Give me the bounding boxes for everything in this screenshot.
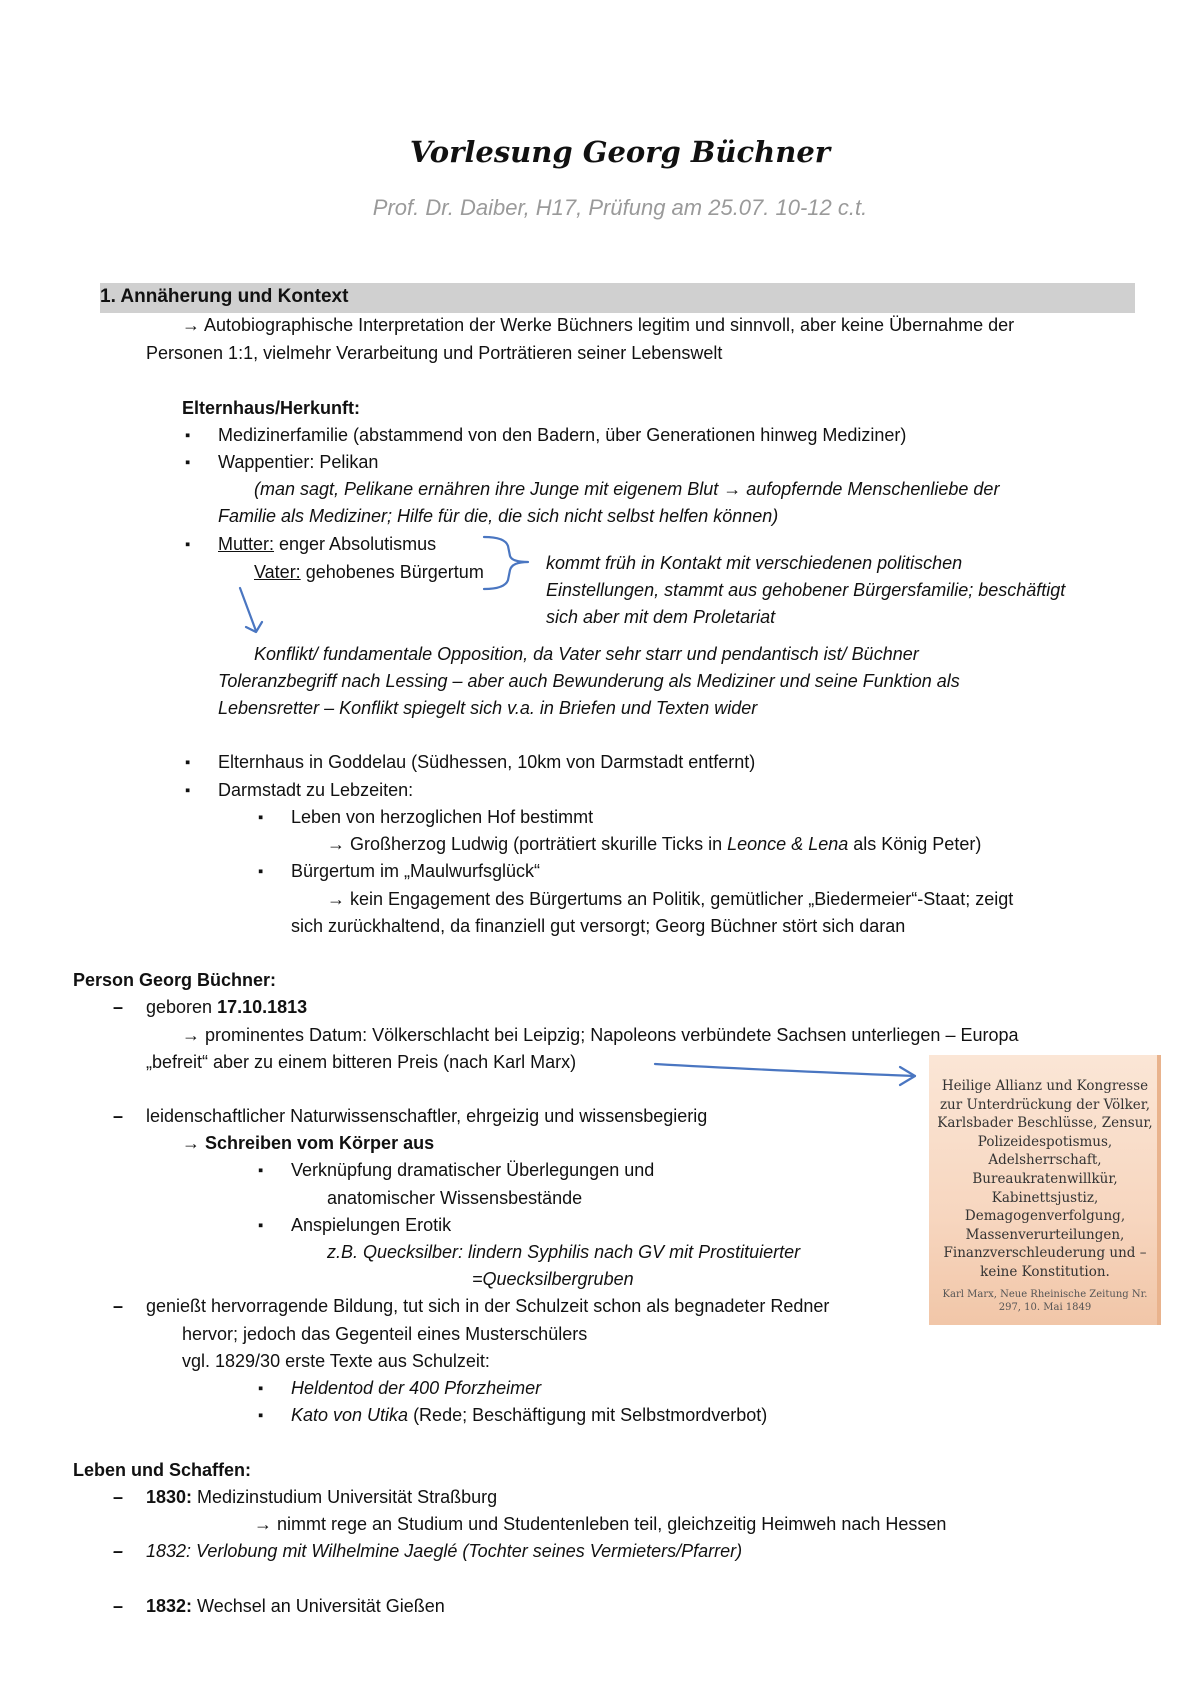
note-text: → Großherzog Ludwig (porträtiert skurille Ticks in: [327, 834, 728, 854]
birth-date: 17.10.1813: [217, 997, 308, 1017]
list-item: – genießt hervorragende Bildung, tut sich in der Schulzeit schon als begnadeter Redner: [146, 1296, 829, 1318]
note-line: „befreit“ aber zu einem bitteren Preis (nach Karl Marx): [146, 1052, 577, 1072]
subheading-person: Person Georg Büchner:: [73, 970, 277, 990]
note-line: → nimmt rege an Studium und Studentenleben teil, gleichzeitig Heimweh nach Hessen: [254, 1514, 947, 1534]
quote-source: Karl Marx, Neue Rheinische Zeitung Nr. 297, 10. Mai 1849: [942, 1289, 1148, 1313]
down-arrow: [240, 588, 256, 631]
curly-brace: [484, 537, 528, 589]
list-item: ▪ Medizinerfamilie (abstammend von den Badern, über Generationen hinweg Mediziner): [218, 425, 906, 447]
list-item: ▪ Leben von herzoglichen Hof bestimmt: [291, 807, 593, 829]
note-line: vgl. 1829/30 erste Texte aus Schulzeit:: [182, 1351, 490, 1371]
arrow-text: →: [182, 1133, 206, 1153]
section-heading: 1. Annäherung und Kontext: [100, 286, 349, 307]
list-item: ▪ Bürgertum im „Maulwurfsglück“: [291, 861, 540, 883]
note-line: → kein Engagement des Bürgertums an Politik, gemütlicher „Biedermeier“-Staat; zeigt: [327, 889, 1014, 909]
mutter-label: Mutter:: [218, 534, 275, 554]
note-line: =Quecksilbergruben: [472, 1269, 634, 1289]
year: 1830:: [146, 1487, 193, 1507]
list-item: ▪ Anspielungen Erotik: [291, 1215, 451, 1237]
konflikt-line: Toleranzbegriff nach Lessing – aber auch Bewunderung als Mediziner und seine Funktion als: [218, 671, 960, 691]
vater-label: Vater:: [254, 562, 301, 582]
list-item: ▪ Elternhaus in Goddelau (Südhessen, 10km von Darmstadt entfernt): [218, 752, 755, 774]
note-line: hervor; jedoch das Gegenteil eines Musterschülers: [182, 1324, 588, 1344]
side-note: kommt früh in Kontakt mit verschiedenen politischen: [546, 553, 963, 573]
note-line: Familie als Mediziner; Hilfe für die, die sich nicht selbst helfen können): [218, 506, 779, 526]
note-line: z.B. Quecksilber: lindern Syphilis nach GV mit Prostituierter: [327, 1242, 801, 1262]
note-line: (man sagt, Pelikane ernähren ihre Junge mit eigenem Blut → aufopfernde Menschenliebe der: [254, 479, 1000, 499]
work-title: Kato von Utika: [291, 1405, 409, 1425]
list-item: ▪ Heldentod der 400 Pforzheimer: [291, 1378, 541, 1400]
note-text: als König Peter): [848, 834, 982, 854]
list-item: – leidenschaftlicher Naturwissenschaftler, ehrgeizig und wissensbegierig: [146, 1106, 707, 1128]
quote-text: Heilige Allianz und Kongresse zur Unterdrückung der Völker, Karlsbader Beschlüsse, Zensur, Polizeidespotismus, Adelsherrschaft, Bureaukratenwillkür, Kabinettsjustiz, Demagogenverfolgung, Massenverurteilungen, Finanzverschleuderung und – keine Konstitution.: [937, 1078, 1153, 1280]
side-note: Einstellungen, stammt aus gehobener Bürgersfamilie; beschäftigt: [546, 580, 1066, 600]
page-subtitle: Prof. Dr. Daiber, H17, Prüfung am 25.07. 10-12 c.t.: [372, 195, 868, 220]
work-title: Leonce & Lena: [727, 834, 849, 854]
list-item: – 1832: Verlobung mit Wilhelmine Jaeglé (Tochter seines Vermieters/Pfarrer): [146, 1541, 742, 1563]
item-text: (Rede; Beschäftigung mit Selbstmordverbot): [408, 1405, 768, 1425]
konflikt-line: Konflikt/ fundamentale Opposition, da Vater sehr starr und pendantisch ist/ Büchner: [254, 644, 919, 664]
list-item: ▪ Darmstadt zu Lebzeiten:: [218, 780, 413, 802]
item-text: Wechsel an Universität Gießen: [192, 1596, 445, 1616]
note-line: → prominentes Datum: Völkerschlacht bei Leipzig; Napoleons verbündete Sachsen unterliegen – Europa: [182, 1025, 1019, 1045]
note-line: sich zurückhaltend, da finanziell gut versorgt; Georg Büchner stört sich daran: [291, 916, 906, 936]
item-text: Medizinstudium Universität Straßburg: [192, 1487, 498, 1507]
page-title: Vorlesung Georg Büchner: [409, 135, 831, 169]
subheading-elternhaus: Elternhaus/Herkunft:: [182, 398, 361, 418]
intro-line: Personen 1:1, vielmehr Verarbeitung und Porträtieren seiner Lebenswelt: [146, 343, 723, 363]
item-text: geboren: [146, 997, 218, 1017]
side-note: sich aber mit dem Proletariat: [546, 607, 776, 627]
mutter-text: enger Absolutismus: [274, 534, 437, 554]
konflikt-line: Lebensretter – Konflikt spiegelt sich v.a. in Briefen und Texten wider: [218, 698, 758, 718]
list-item: ▪ Wappentier: Pelikan: [218, 452, 378, 474]
right-arrow: [655, 1064, 915, 1076]
note-bold: Schreiben vom Körper aus: [205, 1133, 435, 1153]
note-line: anatomischer Wissensbestände: [327, 1188, 583, 1208]
intro-line: → Autobiographische Interpretation der Werke Büchners legitim und sinnvoll, aber keine Übernahme der: [182, 315, 1015, 335]
vater-text: gehobenes Bürgertum: [300, 562, 484, 582]
list-item: ▪ Verknüpfung dramatischer Überlegungen und: [291, 1160, 654, 1182]
year: 1832:: [146, 1596, 193, 1616]
subheading-leben: Leben und Schaffen:: [73, 1460, 252, 1480]
